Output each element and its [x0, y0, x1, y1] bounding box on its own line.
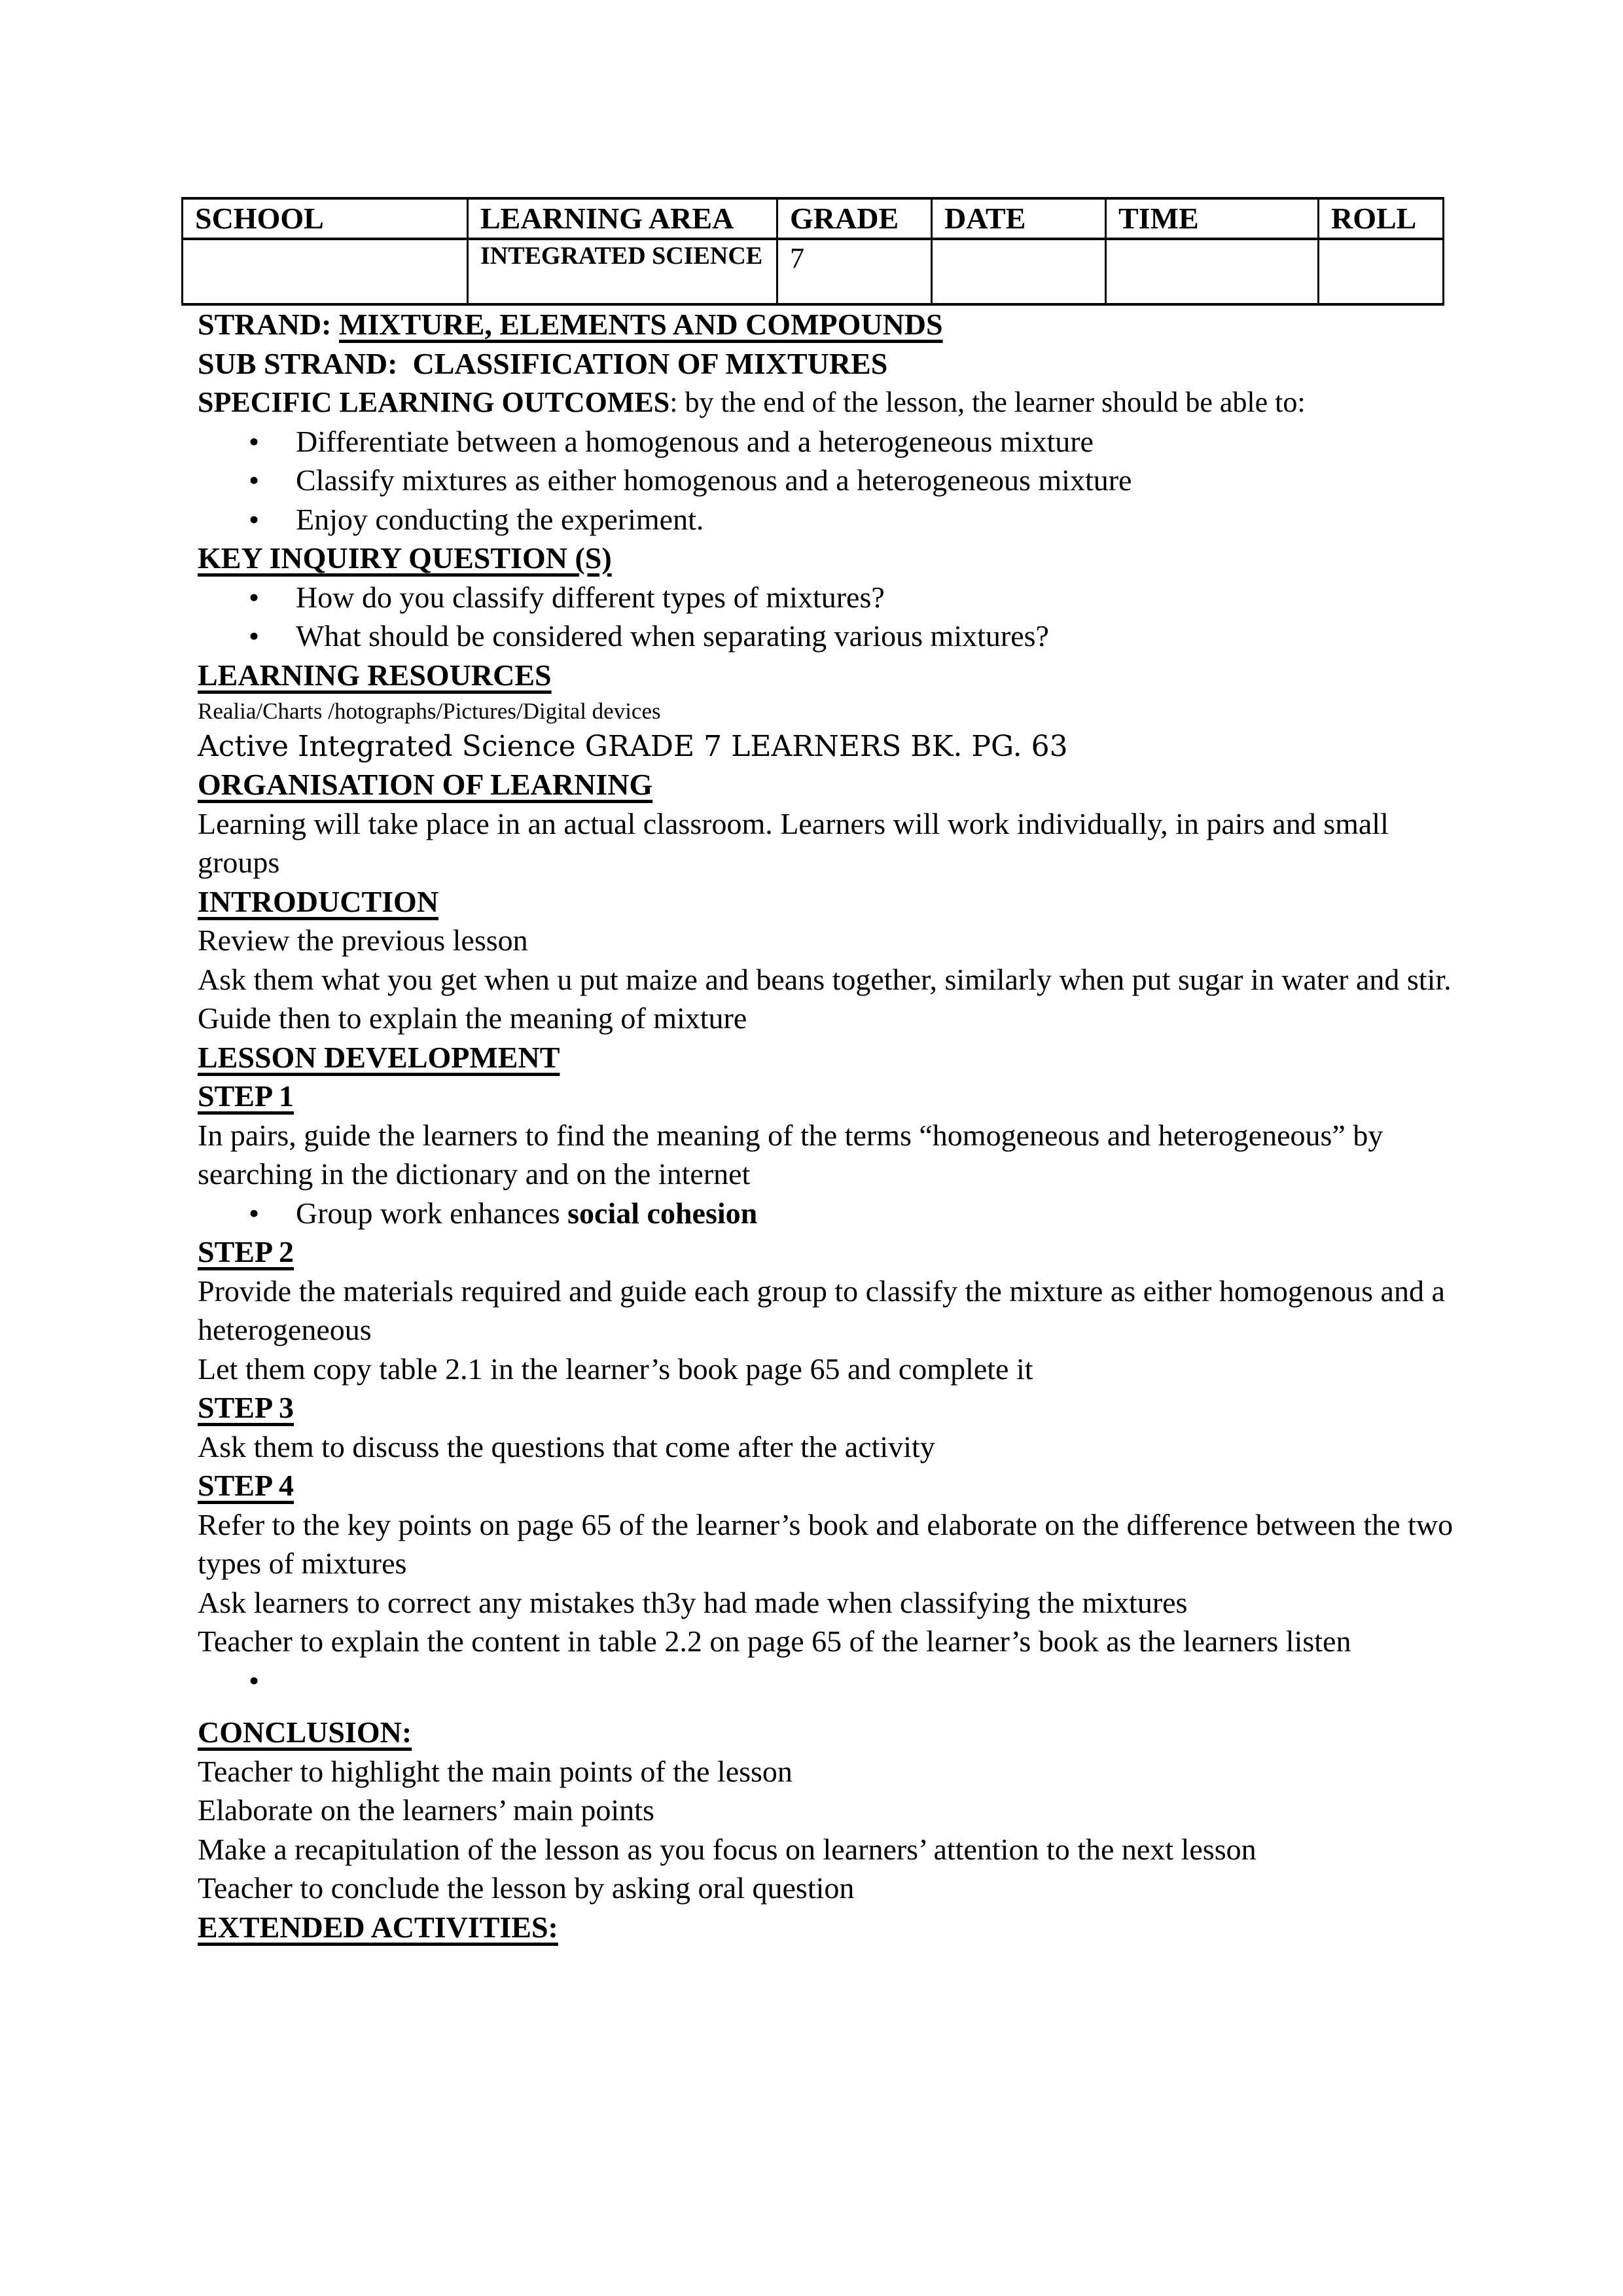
introduction-line: Review the previous lesson	[198, 924, 528, 957]
list-item	[198, 578, 1454, 617]
strand-label: STRAND	[198, 308, 322, 341]
lesson-content	[198, 305, 1454, 1946]
learning-resources-heading: LEARNING RESOURCES	[198, 658, 552, 692]
bullet-icon: •	[249, 463, 260, 497]
list-item-empty	[198, 1661, 1454, 1700]
bullet-icon: •	[249, 580, 260, 614]
list-item	[198, 500, 1454, 539]
step-1-line: In pairs, guide the learners to find the meaning of the terms “homogeneous and heterogeneous” by searching in the dictionary and on the internet	[198, 1118, 1383, 1191]
learning-resources-materials: Realia/Charts /hotographs/Pictures/Digital devices	[198, 698, 661, 724]
column-header-roll: ROLL	[1319, 198, 1444, 239]
conclusion-heading: CONCLUSION:	[198, 1715, 412, 1749]
step-1-bullet-bold: social cohesion	[567, 1196, 758, 1230]
list-item	[198, 461, 1454, 500]
organisation-heading: ORGANISATION OF LEARNING	[198, 768, 653, 801]
introduction-line: Ask them what you get when u put maize and beans together, similarly when put sugar in water and stir.	[198, 962, 1452, 996]
bullet-icon: •	[249, 424, 260, 458]
inquiry-question: What should be considered when separating various mixtures?	[296, 619, 1049, 653]
organisation-text: Learning will take place in an actual classroom. Learners will work individually, in pairs and small groups	[198, 806, 1389, 879]
column-header-time: TIME	[1106, 198, 1319, 239]
lesson-development-heading: LESSON DEVELOPMENT	[198, 1040, 560, 1074]
specific-outcomes-intro: by the end of the lesson, the learner should be able to:	[685, 386, 1306, 418]
conclusion-line: Teacher to conclude the lesson by asking oral question	[198, 1871, 855, 1905]
introduction-heading: INTRODUCTION	[198, 884, 439, 918]
step-2-title: STEP 2	[198, 1235, 294, 1268]
column-header-learning-area: LEARNING AREA	[468, 198, 777, 239]
cell-date	[932, 239, 1106, 304]
table-row	[183, 239, 1444, 304]
bullet-icon: •	[249, 1196, 260, 1230]
step-4-title: STEP 4	[198, 1469, 294, 1502]
cell-school	[183, 239, 468, 304]
list-item	[198, 1194, 1454, 1233]
sub-strand-value: CLASSIFICATION OF MIXTURES	[412, 346, 888, 380]
book-reference: Active Integrated Science GRADE 7 LEARNERS BK. PG. 63	[198, 730, 1068, 763]
cell-time	[1106, 239, 1319, 304]
strand-value: MIXTURE, ELEMENTS AND COMPOUNDS	[338, 308, 943, 341]
step-4-line: Ask learners to correct any mistakes th3y had made when classifying the mixtures	[198, 1585, 1188, 1619]
bullet-icon: •	[249, 1663, 260, 1697]
introduction-line: Guide then to explain the meaning of mixture	[198, 1001, 747, 1035]
bullet-icon: •	[249, 619, 260, 653]
step-1-title: STEP 1	[198, 1079, 294, 1113]
bullet-icon: •	[249, 502, 260, 536]
outcome-text: Enjoy conducting the experiment.	[296, 502, 704, 536]
cell-roll	[1319, 239, 1444, 304]
column-header-date: DATE	[932, 198, 1106, 239]
table-header-row	[183, 198, 1444, 239]
step-2-line: Provide the materials required and guide each group to classify the mixture as either homogenous and a heterogeneous	[198, 1274, 1445, 1346]
step-1-bullet-text: Group work enhances	[296, 1196, 568, 1230]
column-header-grade: GRADE	[777, 198, 932, 239]
lesson-info-table	[181, 197, 1444, 306]
sub-strand-line: SUB STRAND: CLASSIFICATION OF MIXTURES	[198, 346, 888, 380]
step-3-line: Ask them to discuss the questions that come after the activity	[198, 1429, 935, 1463]
list-item	[198, 422, 1454, 461]
step-3-title: STEP 3	[198, 1391, 294, 1424]
sub-strand-label: SUB STRAND	[198, 346, 388, 380]
specific-outcomes-line: SPECIFIC LEARNING OUTCOMES: by the end of the lesson, the learner should be able to:	[198, 386, 1306, 418]
inquiry-question: How do you classify different types of mixtures?	[296, 580, 885, 614]
list-item	[198, 617, 1454, 656]
strand-line: STRAND: MIXTURE, ELEMENTS AND COMPOUNDS	[198, 308, 943, 341]
conclusion-line: Elaborate on the learners’ main points	[198, 1793, 654, 1827]
conclusion-line: Make a recapitulation of the lesson as you focus on learners’ attention to the next lesson	[198, 1832, 1257, 1866]
column-header-school: SCHOOL	[183, 198, 468, 239]
specific-outcomes-label: SPECIFIC LEARNING OUTCOMES	[198, 386, 670, 418]
step-4-line: Teacher to explain the content in table 2.2 on page 65 of the learner’s book as the learners listen	[198, 1624, 1351, 1658]
extended-activities-heading: EXTENDED ACTIVITIES:	[198, 1910, 558, 1944]
cell-learning-area: INTEGRATED SCIENCE	[468, 239, 777, 304]
conclusion-line: Teacher to highlight the main points of the lesson	[198, 1754, 793, 1788]
outcome-text: Differentiate between a homogenous and a heterogeneous mixture	[296, 424, 1094, 458]
outcome-text: Classify mixtures as either homogenous and a heterogeneous mixture	[296, 463, 1132, 497]
step-4-line: Refer to the key points on page 65 of the learner’s book and elaborate on the difference between the two types of mixtures	[198, 1507, 1454, 1580]
cell-grade: 7	[777, 239, 932, 304]
key-inquiry-heading: KEY INQUIRY QUESTION (S)	[198, 541, 612, 575]
step-2-line: Let them copy table 2.1 in the learner’s book page 65 and complete it	[198, 1352, 1033, 1386]
